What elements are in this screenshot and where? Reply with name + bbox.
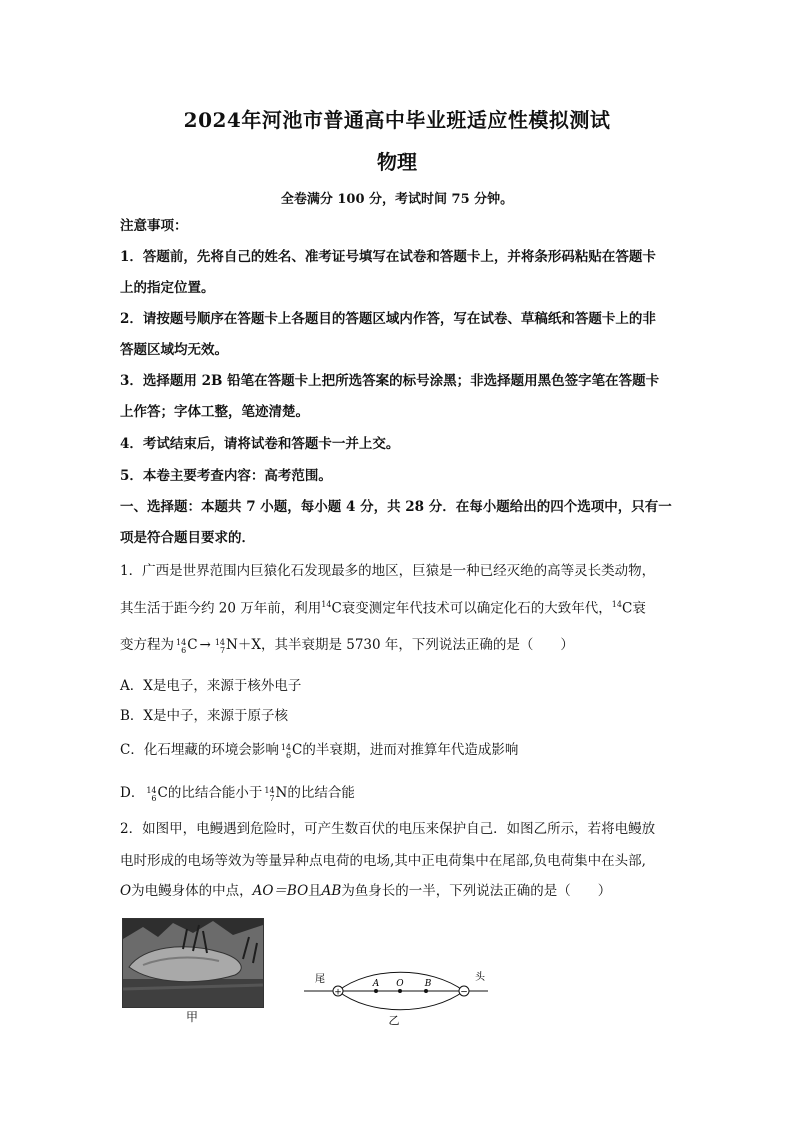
q1-text: C衰变测定年代技术可以确定化石的大致年代，: [331, 600, 612, 617]
note-line: 2．请按题号顺序在答题卡上各题目的答题区域内作答，写在试卷、草稿纸和答题卡上的非: [120, 311, 656, 327]
q2-stem-line: 2．如图甲，电鳗遇到危险时，可产生数百伏的电压来保护自己．如图乙所示，若将电鳗放: [120, 821, 656, 837]
nuclide-index: 14 6: [280, 743, 292, 760]
label-a: A: [372, 979, 380, 989]
caption-a: 甲: [186, 1010, 199, 1024]
nuclide-index: 14 6: [176, 638, 187, 655]
point-o: [398, 989, 402, 993]
nuclide-index: 14 7: [214, 638, 226, 655]
label-head: 头: [475, 972, 485, 983]
plus-sign: +: [334, 987, 342, 998]
eel-photo: [122, 918, 264, 1008]
note-line: 1．答题前，先将自己的姓名、准考证号填写在试卷和答题卡上，并将条形码粘贴在答题卡: [120, 249, 656, 265]
label-o: O: [396, 979, 404, 989]
q1-text: 其生活于距今约 20 万年前，利用: [120, 600, 322, 617]
eel-photo-drawing: [123, 919, 263, 1007]
q1-text: C衰: [621, 600, 646, 617]
q1-option-a: A．X是电子，来源于核外电子: [120, 678, 302, 694]
exam-info: 全卷满分 100 分，考试时间 75 分钟。: [280, 192, 514, 207]
q1-text: N＋X，其半衰期是 5730 年，下列说法正确的是（ ）: [226, 637, 574, 653]
note-line: 上的指定位置。: [120, 280, 215, 296]
reaction-arrow: →: [199, 637, 211, 653]
section-heading-cont: 项是符合题目要求的．: [120, 530, 255, 546]
q1-option-c: C．化石埋藏的环境会影响 14 6 C的半衰期，进而对推算年代造成影响: [120, 742, 519, 760]
nuclide-index: 14 6: [146, 786, 157, 803]
caption-b: 乙: [388, 1014, 400, 1027]
note-line: 4．考试结束后，请将试卷和答题卡一并上交。: [120, 436, 400, 452]
point-a: [374, 989, 378, 993]
minus-sign: −: [460, 987, 468, 998]
point-b: [424, 989, 428, 993]
q2-stem-line: O为电鳗身体的中点，AO＝BO且AB为鱼身长的一半，下列说法正确的是（ ）: [120, 883, 612, 899]
exam-title: 2024年河池市普通高中毕业班适应性模拟测试: [183, 108, 611, 132]
eel-outline-bottom: [338, 991, 464, 1010]
q1-equation-line: [120, 635, 680, 655]
label-b: B: [424, 979, 432, 989]
note-line: 3．选择题用 2B 铅笔在答题卡上把所选答案的标号涂黑；非选择题用黑色签字笔在答题卡: [120, 373, 660, 389]
q1-text: 变方程为: [120, 637, 174, 653]
q1-option-b: B．X是中子，来源于原子核: [120, 708, 289, 724]
q1-stem-line: [120, 595, 680, 619]
mass-number: 14: [611, 600, 622, 609]
note-line: 上作答；字体工整，笔迹清楚。: [120, 404, 309, 420]
element-c: C: [187, 637, 198, 653]
note-line: 答题区域均无效。: [120, 342, 228, 358]
nuclide-index: 14 7: [264, 786, 275, 803]
q1-option-d: D． 14 6 C的比结合能小于 14 7 N的比结合能: [120, 785, 355, 803]
mass-number: 14: [321, 600, 332, 609]
label-tail: 尾: [315, 974, 325, 985]
section-heading: 一、选择题：本题共 7 小题，每小题 4 分，共 28 分．在每小题给出的四个选项中，只有一: [120, 499, 672, 515]
note-line: 5．本卷主要考查内容：高考范围。: [120, 468, 332, 484]
q1-stem-line: 1．广西是世界范围内巨猿化石发现最多的地区，巨猿是一种已经灭绝的高等灵长类动物，: [120, 563, 656, 579]
eel-field-diagram: [300, 958, 500, 1028]
q2-stem-line: 电时形成的电场等效为等量异种点电荷的电场,其中正电荷集中在尾部,负电荷集中在头部,: [120, 853, 646, 869]
notes-heading: 注意事项：: [120, 218, 188, 234]
subject-title: 物理: [377, 150, 417, 174]
